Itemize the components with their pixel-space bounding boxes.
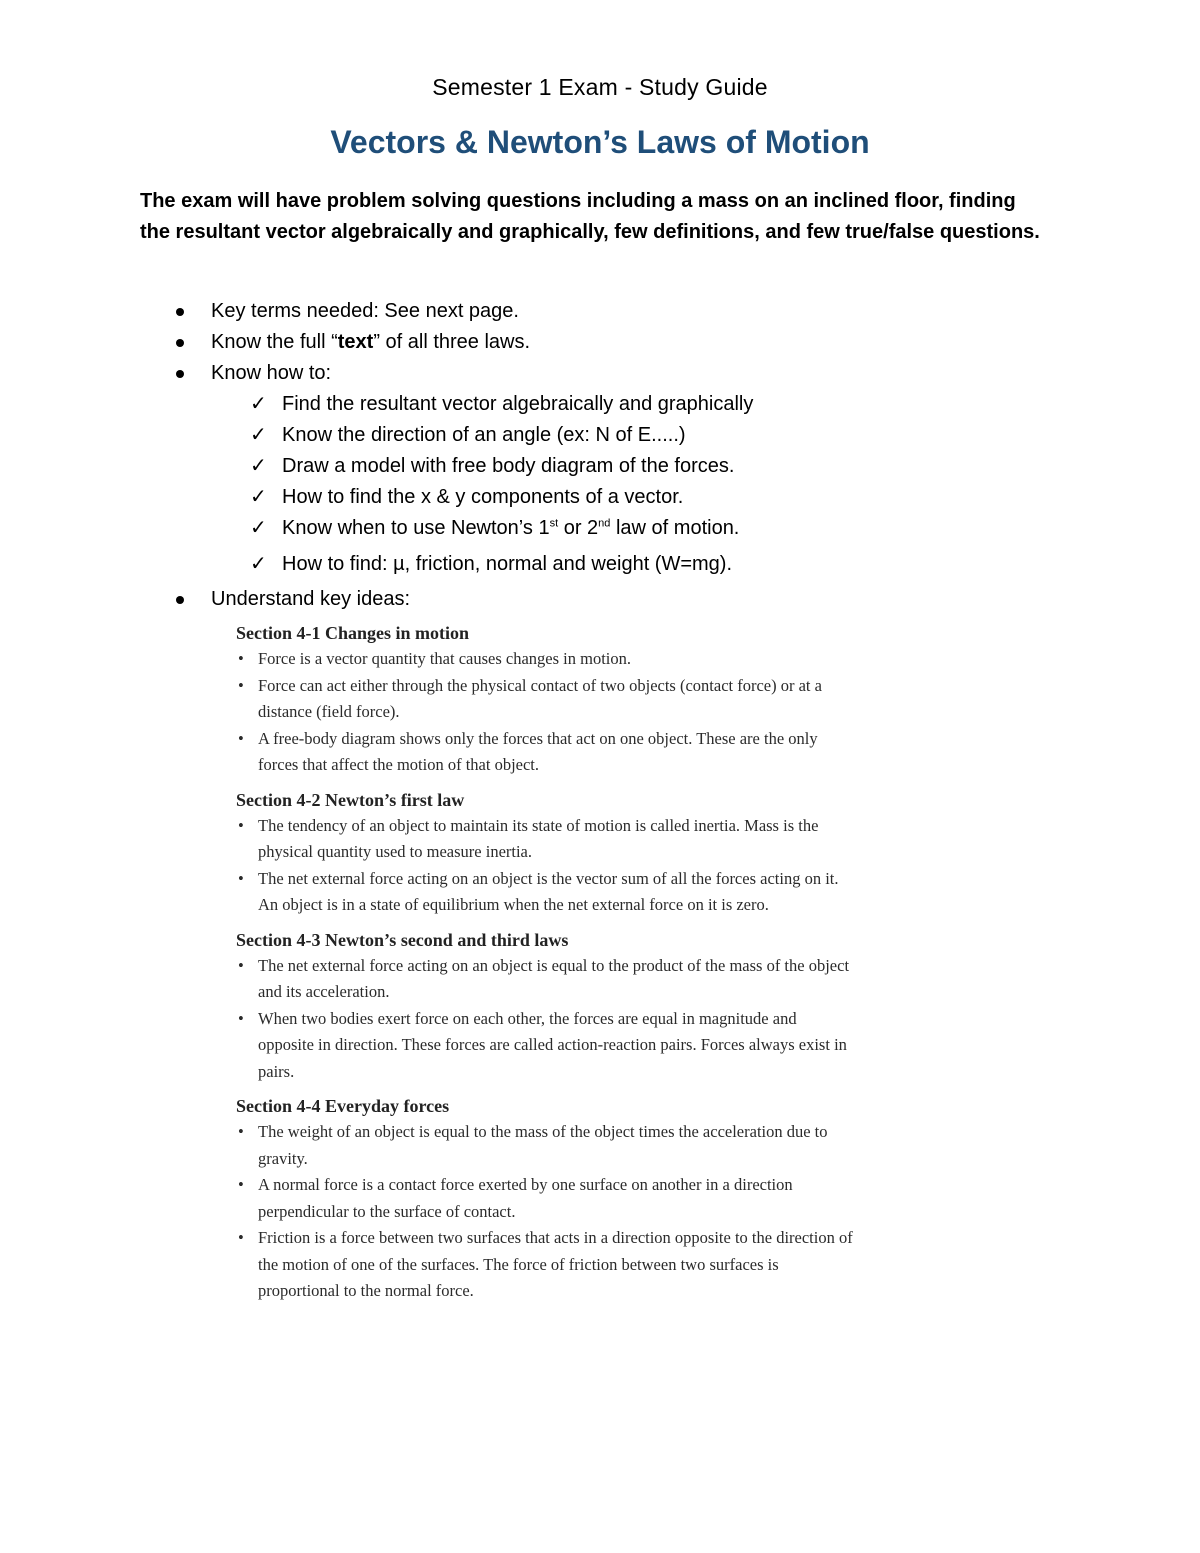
section-item-text: When two bodies exert force on each other, the forces are equal in magnitude and opposite in direction. These forces are called action-reaction pairs. Forces always exist in pairs. [258, 1008, 847, 1081]
check-mark-icon: ✓ [250, 517, 267, 539]
section-item-text: A free-body diagram shows only the forces that act on one object. These are the only forces that affect the motion of that object. [258, 728, 818, 774]
bullet-dot-icon: • [238, 649, 244, 668]
section-item [236, 953, 856, 1006]
check-item [250, 482, 1052, 513]
section-item-text: The net external force acting on an object is equal to the product of the mass of the object and its acceleration. [258, 955, 850, 1001]
check-item-find [250, 544, 1052, 584]
section-item-text: The weight of an object is equal to the mass of the object times the acceleration due to gravity. [258, 1122, 828, 1168]
bullet-dot-icon: • [238, 1228, 244, 1247]
bullet-dot-icon: • [238, 1008, 244, 1028]
check-text: Draw a model with free body diagram of the forces. [282, 455, 735, 477]
section-summary [236, 620, 856, 1313]
section-item [236, 726, 856, 779]
section-block [236, 620, 856, 779]
bullet-key-ideas [172, 584, 1052, 615]
bullet-dot-icon [176, 370, 184, 378]
bullet-dot-icon: • [238, 1175, 244, 1194]
section-item-text: A normal force is a contact force exerted by one surface on another in a direction perpendicular to the surface of contact. [258, 1175, 793, 1221]
section-block [236, 787, 856, 919]
bullet-list [172, 296, 1052, 615]
section-heading: Section 4-1 Changes in motion [236, 623, 470, 643]
check-item [250, 389, 1052, 420]
check-mark-icon: ✓ [250, 553, 267, 575]
check-item [250, 451, 1052, 482]
section-item [236, 1006, 856, 1086]
bullet-dot-icon: • [238, 868, 244, 888]
text-bold: text [337, 331, 374, 353]
section-item-text: The tendency of an object to maintain its state of motion is called inertia. Mass is the physical quantity used to measure inertia. [258, 815, 819, 861]
check-text: Know the direction of an angle (ex: N of E.....) [282, 424, 686, 446]
text-fragment: Know the full “ [211, 331, 338, 353]
check-text [282, 513, 739, 544]
section-item [236, 1172, 856, 1225]
section-item-text: Force is a vector quantity that causes changes in motion. [258, 649, 631, 668]
text-fragment: ” of all three laws. [373, 331, 531, 353]
bullet-dot-icon: • [238, 728, 244, 748]
text-fragment: Know when to use Newton’s 1 [282, 517, 550, 539]
section-item [236, 673, 856, 726]
check-item [250, 420, 1052, 451]
check-mark-icon: ✓ [250, 486, 267, 508]
check-mark-icon: ✓ [250, 393, 267, 415]
section-item-text: The net external force acting on an object is the vector sum of all the forces acting on it. An object is in a state of equilibrium when the net external force on it is zero. [258, 868, 839, 914]
intro-paragraph: The exam will have problem solving questions including a mass on an inclined floor, finding the resultant vector algebraically and graphically, few definitions, and few true/false questions. [140, 190, 1040, 243]
check-text: How to find the x & y components of a vector. [282, 486, 684, 508]
bullet-text: Key terms needed: See next page. [211, 300, 519, 322]
section-block [236, 1093, 856, 1305]
bullet-dot-icon [176, 596, 184, 604]
check-text: Find the resultant vector algebraically and graphically [282, 393, 754, 415]
section-heading: Section 4-4 Everyday forces [236, 1096, 450, 1116]
section-item-text: Force can act either through the physical contact of two objects (contact force) or at a distance (field force). [258, 675, 822, 721]
bullet-dot-icon: • [238, 815, 244, 835]
bullet-key-terms [172, 296, 1052, 327]
bullet-text: Know how to: [211, 362, 332, 384]
section-item [236, 1225, 856, 1305]
superscript: nd [598, 517, 611, 530]
bullet-dot-icon [176, 308, 184, 316]
bullet-text [211, 327, 530, 358]
section-heading: Section 4-2 Newton’s first law [236, 789, 465, 810]
section-item [236, 866, 856, 919]
page-heading: Semester 1 Exam - Study Guide [432, 74, 768, 100]
section-block [236, 927, 856, 1086]
section-item [236, 646, 856, 673]
bullet-full-text [172, 327, 1052, 358]
bullet-dot-icon: • [238, 955, 244, 975]
bullet-dot-icon [176, 339, 184, 347]
text-fragment: or 2 [558, 517, 599, 539]
check-item-newton [250, 513, 1052, 544]
check-list [250, 389, 1052, 584]
section-item [236, 1119, 856, 1172]
text-fragment: law of motion. [610, 517, 740, 539]
superscript: st [549, 517, 559, 530]
bullet-know-how [172, 358, 1052, 389]
section-heading: Section 4-3 Newton’s second and third laws [236, 929, 569, 950]
check-mark-icon: ✓ [250, 455, 267, 477]
check-mark-icon: ✓ [250, 424, 267, 446]
section-item [236, 813, 856, 866]
bullet-dot-icon: • [238, 675, 244, 695]
check-text: How to find: µ, friction, normal and weight (W=mg). [282, 553, 733, 575]
bullet-dot-icon: • [238, 1122, 244, 1141]
bullet-text: Understand key ideas: [211, 588, 411, 610]
section-item-text: Friction is a force between two surfaces that acts in a direction opposite to the direction of the motion of one of the surfaces. The force of friction between two surfaces is proportional to the normal force. [258, 1228, 853, 1300]
page-title: Vectors & Newton’s Laws of Motion [330, 124, 870, 160]
